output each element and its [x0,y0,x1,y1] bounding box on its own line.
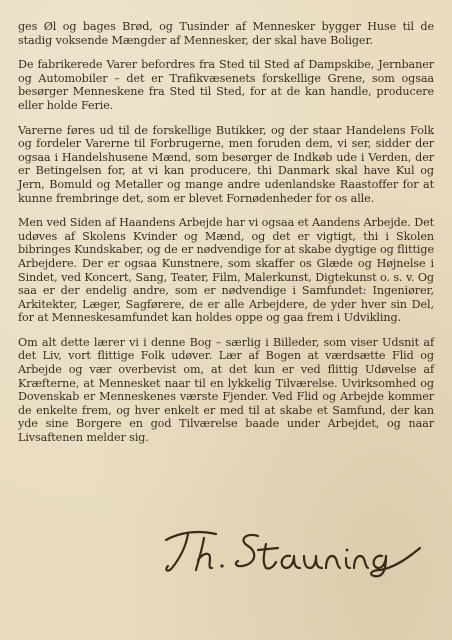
handwritten-signature [158,518,428,580]
paragraph-3: Varerne føres ud til de forskellige Butikker, og der staar Handelens Folk og fordeler Varerne til Forbrugerne, men foruden dem, vi ser, sidder der ogsaa i Handelshusene Mænd, som besørger de Indkøb ude i Verden, der er Betingelsen for, at vi kan producere, thi Danmark skal have Kul og Jern, Bomuld og Metaller og mange andre udenlandske Raastoffer for at kunne frembringe det, som er blevet Fornødenheder for os alle. [18,123,434,205]
paragraph-1: ges Øl og bages Brød, og Tusinder af Mennesker bygger Huse til de stadig voksende Mængder af Mennesker, der skal have Boliger. [18,20,434,47]
paragraph-5: Om alt dette lærer vi i denne Bog – særlig i Billeder, som viser Udsnit af det Liv, vort flittige Folk udøver. Lær af Bogen at værdsætte Flid og Arbejde og vær overbevist om, at det kun er ved flittig Udøvelse af Kræfterne, at Mennesket naar til en lykkelig Tilværelse. Uvirksomhed og Dovenskab er Menneskenes værste Fjender. Ved Flid og Arbejde kommer de enkelte frem, og hver enkelt er med til at skabe et Samfund, der kan yde sine Borgere en god Tilværelse baade under Arbejdet, og naar Livsaftenen melder sig. [18,335,434,445]
paragraph-4: Men ved Siden af Haandens Arbejde har vi ogsaa et Aandens Arbejde. Det udøves af Skolens Kvinder og Mænd, og det er vigtigt, thi i Skolen bibringes Kundskaber, og de er nødvendige for at skabe dygtige og flittige Arbejdere. Der er ogsaa Kunstnere, som skaffer os Glæde og Højnelse i Sindet, ved Koncert, Sang, Teater, Film, Malerkunst, Digtekunst o. s. v. Og saa er der endelig andre, som er nødvendige i Samfundet: Ingeniører, Arkitekter, Læger, Sagførere, de er alle Arbejdere, de yder hver sin Del, for at Menneskesamfundet kan holdes oppe og gaa frem i Udvikling. [18,216,434,325]
paragraph-2: De fabrikerede Varer befordres fra Sted til Sted af Dampskibe, Jernbaner og Automobiler – det er Trafikvæsenets forskellige Grene, som ogsaa besørger Menneskene fra Sted til Sted, for at de kan handle, producere eller holde Ferie. [18,58,434,112]
